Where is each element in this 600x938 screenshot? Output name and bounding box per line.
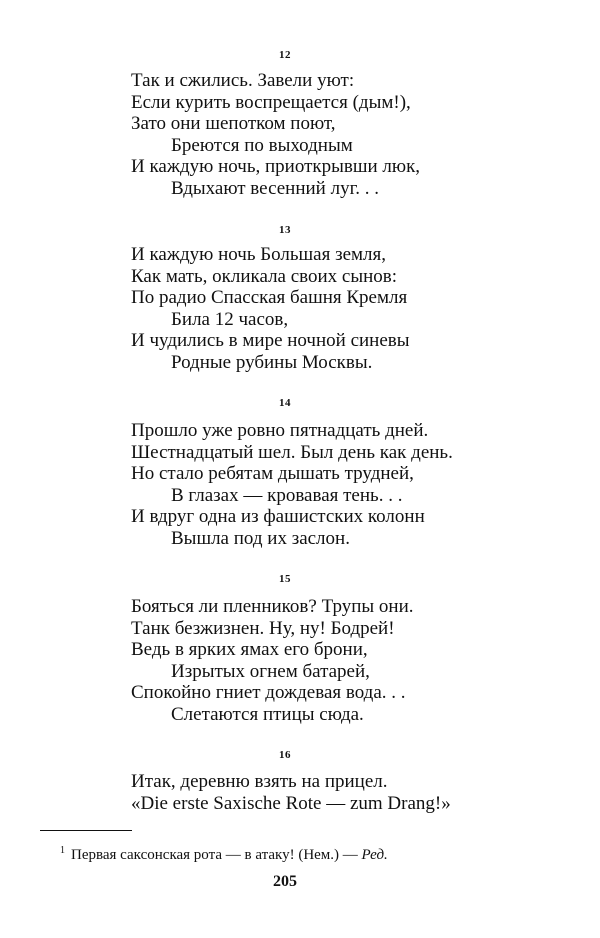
poem-line: Вдыхают весенний луг. . .	[171, 177, 379, 199]
poem-line: И чудились в мире ночной синевы	[131, 330, 410, 351]
poem-line: Изрытых огнем батарей,	[171, 660, 370, 682]
poem-line: Если курить воспрещается (дым!),	[131, 91, 411, 113]
poem-line: Бреются по выходным	[171, 134, 353, 156]
poem-line: По радио Спасская башня Кремля	[131, 287, 408, 308]
stanza	[131, 70, 571, 199]
stanza-number: 12	[279, 49, 291, 61]
stanza-number: 16	[279, 749, 291, 761]
footnote-divider	[40, 830, 132, 831]
footnote-text: Первая саксонская рота — в атаку! (Нем.) —	[71, 847, 358, 863]
stanza-number: 15	[279, 573, 291, 585]
poem-line: Ведь в ярких ямах его брони,	[131, 639, 368, 660]
poem-line: И каждую ночь Большая земля,	[131, 244, 387, 265]
poem-line: Прошло уже ровно пятнадцать дней.	[131, 420, 429, 441]
footnote-marker: 1	[60, 845, 65, 856]
poem-line: В глазах — кровавая тень. . .	[171, 484, 403, 506]
stanza-number: 14	[279, 397, 291, 409]
poem-line: Родные рубины Москвы.	[171, 351, 373, 373]
stanza	[131, 596, 571, 725]
poem-line: И вдруг одна из фашистских колонн	[131, 506, 425, 527]
footnote	[60, 842, 388, 864]
poem-line: Так и сжились. Завели уют:	[131, 70, 355, 91]
poem-line: Но стало ребятам дышать трудней,	[131, 463, 414, 484]
poem-line: Била 12 часов,	[171, 308, 289, 330]
poem-line: Итак, деревню взять на прицел.	[131, 771, 388, 792]
stanza	[131, 420, 571, 549]
poem-line: Как мать, окликала своих сынов:	[131, 265, 398, 287]
poem-line: Зато они шепотком поют,	[131, 113, 336, 134]
stanza	[131, 771, 571, 814]
poem-line: Бояться ли пленников? Трупы они.	[131, 596, 414, 617]
poem-line: «Die erste Saxische Rote — zum Drang!»	[131, 792, 451, 814]
poem-line: И каждую ночь, приоткрывши люк,	[131, 156, 421, 177]
page-number: 205	[273, 873, 297, 890]
poem-line: Спокойно гниет дождевая вода. . .	[131, 682, 406, 703]
poem-line: Слетаются птицы сюда.	[171, 703, 364, 725]
poem-line: Вышла под их заслон.	[171, 527, 350, 549]
stanza-number: 13	[279, 224, 291, 236]
poem-line: Танк безжизнен. Ну, ну! Бодрей!	[131, 617, 395, 639]
poem-line: Шестнадцатый шел. Был день как день.	[131, 441, 453, 463]
stanza	[131, 244, 571, 373]
footnote-editor: Ред.	[361, 847, 388, 863]
